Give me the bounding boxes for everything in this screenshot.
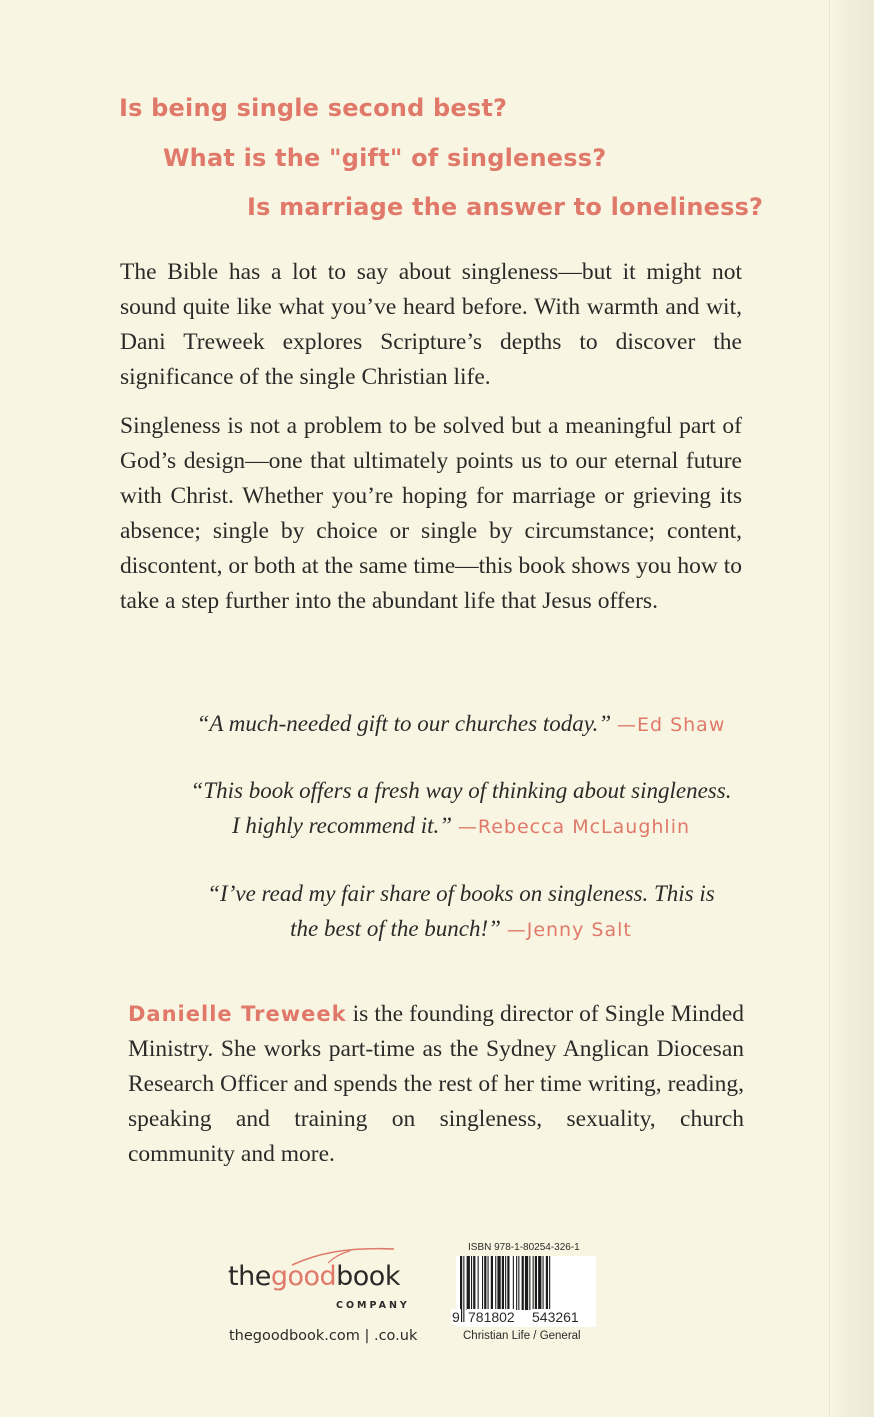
logo-wordmark <box>228 1261 400 1292</box>
logo-company: COMPANY <box>336 1300 410 1311</box>
endorsement-text: “This book offers a fresh way of thinking about singleness. <box>190 778 732 803</box>
endorsement-3 <box>120 876 802 948</box>
endorsement-text: “I’ve read my fair share of books on singleness. This is <box>207 881 715 906</box>
barcode-bar <box>513 1256 514 1310</box>
endorsement-attribution: —Ed Shaw <box>616 714 726 736</box>
publisher-website: thegoodbook.com | .co.uk <box>229 1328 418 1344</box>
endorsement-attribution: —Rebecca McLaughlin <box>457 816 691 838</box>
endorsement-2 <box>120 773 802 845</box>
blurb-paragraph-2: Singleness is not a problem to be solved but a meaningful part of God’s design—one that ultimately points us to our eternal future with Christ. Whether you’re hoping for marriage or grieving its absence; single by choice or single by circumstance; content, discontent, or both at the same time—this book shows you how to take a step further into the abundant life that Jesus offers. <box>120 413 742 614</box>
author-bio <box>128 997 744 1172</box>
question-2: What is the "gift" of singleness? <box>163 144 607 172</box>
barcode-bar <box>516 1256 517 1310</box>
author-name: Danielle Treweek <box>128 1002 347 1026</box>
barcode-bar <box>502 1256 504 1310</box>
barcode-bar <box>471 1256 472 1310</box>
publisher-logo <box>228 1245 428 1315</box>
endorsement-text-line-2: the best of the bunch!” <box>290 916 501 941</box>
barcode-bar <box>463 1256 464 1322</box>
barcode-bar <box>529 1256 530 1310</box>
barcode-bar <box>497 1256 500 1310</box>
isbn-label: ISBN 978-1-80254-326-1 <box>468 1242 580 1253</box>
barcode-bar <box>467 1256 470 1310</box>
logo-book: book <box>336 1261 400 1292</box>
barcode-bar <box>473 1256 475 1310</box>
barcode-digits-left: 781802 <box>468 1309 515 1325</box>
logo-good: good <box>270 1261 337 1292</box>
question-1: Is being single second best? <box>119 94 508 122</box>
barcode-digit-lead: 9 <box>452 1309 460 1325</box>
blurb-paragraph-1: The Bible has a lot to say about singleness—but it might not sound quite like what you’ve heard before. With warmth and wit, Dani Treweek explores Scripture’s depths to discover the significance of the single Christian life. <box>120 259 742 390</box>
barcode-bar <box>484 1256 486 1310</box>
barcode-bar <box>543 1256 544 1310</box>
barcode-bar <box>495 1256 496 1310</box>
category-label: Christian Life / General <box>463 1330 581 1342</box>
barcode-bar <box>488 1256 489 1310</box>
barcode-bar <box>491 1256 493 1310</box>
spine-edge <box>829 0 874 1417</box>
barcode-bar <box>482 1256 483 1310</box>
endorsement-attribution: —Jenny Salt <box>506 919 632 941</box>
barcode-bar <box>546 1256 548 1310</box>
barcode-bar <box>522 1256 524 1310</box>
author-bio-text: is the founding director of Single Minded Ministry. She works part-time as the Sydney Anglican Diocesan Research Officer and spends the rest of her time writing, reading, speaking and training on singleness, sexuality, church community and more. <box>128 1001 744 1167</box>
barcode-bar <box>478 1256 479 1310</box>
endorsement-1 <box>120 706 802 743</box>
endorsement-text-line-2: I highly recommend it.” <box>231 813 453 838</box>
barcode-bar <box>505 1256 506 1310</box>
barcode-digits-right: 543261 <box>532 1309 579 1325</box>
barcode-bar <box>525 1256 528 1310</box>
logo-the: the <box>228 1261 271 1292</box>
barcode-bar <box>518 1256 519 1310</box>
question-3: Is marriage the answer to loneliness? <box>247 193 764 221</box>
endorsement-text: “A much-needed gift to our churches today.” <box>196 711 612 736</box>
barcode-bar <box>533 1256 534 1310</box>
barcode-bar <box>535 1256 537 1310</box>
barcode-bar <box>538 1256 541 1310</box>
